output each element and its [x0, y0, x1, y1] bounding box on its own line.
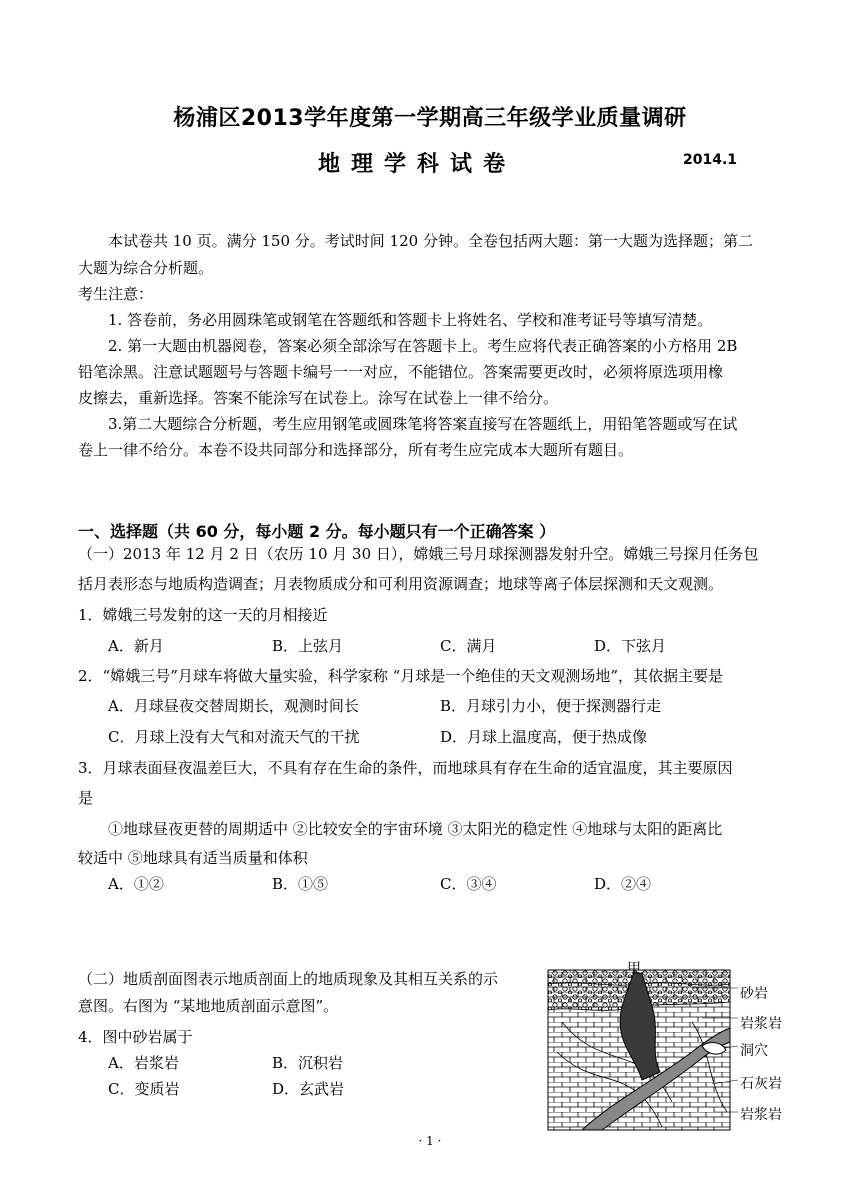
question-2-stem: 2．“嫦娥三号”月球车将做大量实验，科学家称 “月球是一个绝佳的天文观测场地”，其依据主要是: [78, 667, 723, 685]
figure-label-limestone: 石灰岩: [740, 1076, 782, 1092]
notice-label: 考生注意：: [78, 285, 154, 303]
group-2-line-1: （二）地质剖面图表示地质剖面上的地质现象及其相互关系的示: [78, 970, 499, 988]
question-4-option-c: C．变质岩: [108, 1080, 180, 1098]
question-3-items-line-1: ①地球昼夜更替的周期适中 ②比较安全的宇宙环境 ③太阳光的稳定性 ④地球与太阳的距离比: [108, 820, 723, 838]
question-3-stem-line-2: 是: [78, 789, 94, 807]
notice-3-line-2: 卷上一律不给分。本卷不设共同部分和选择部分，所有考生应完成本大题所有题目。: [78, 441, 634, 459]
group-1-line-1: （一）2013 年 12 月 2 日（农历 10 月 30 日），嫦娥三号月球探测器发射升空。嫦娥三号探月任务包: [78, 545, 759, 563]
question-2-option-c: C．月球上没有大气和对流天气的干扰: [108, 728, 360, 746]
question-3-option-b: B．①⑤: [272, 875, 329, 893]
question-1-option-a: A．新月: [108, 637, 164, 655]
notice-2-line-3: 皮擦去，重新选择。答案不能涂写在试卷上。涂写在试卷上一律不给分。: [78, 389, 559, 407]
question-1-stem: 1．嫦娥三号发射的这一天的月相接近: [78, 606, 328, 624]
question-4-option-a: A．岩浆岩: [108, 1054, 179, 1072]
question-3-items-line-2: 较适中 ⑤地球具有适当质量和体积: [78, 849, 308, 867]
question-4-option-d: D．玄武岩: [272, 1080, 345, 1098]
page-number: · 1 ·: [418, 1134, 442, 1148]
question-1-option-c: C．满月: [440, 637, 497, 655]
figure-label-jia: 甲: [627, 961, 641, 977]
group-1-line-2: 括月表形态与地质构造调查；月表物质成分和可利用资源调查；地球等离子体层探测和天文观测。: [78, 575, 724, 593]
question-3-stem-line-1: 3．月球表面昼夜温差巨大，不具有存在生命的条件，而地球具有存在生命的适宜温度，其主要原因: [78, 759, 733, 777]
question-4-stem: 4．图中砂岩属于: [78, 1028, 193, 1046]
question-2-option-a: A．月球昼夜交替周期长，观测时间长: [108, 697, 359, 715]
question-4-option-b: B．沉积岩: [272, 1054, 344, 1072]
geologic-section-figure: [542, 962, 742, 1132]
notice-2-line-1: 2. 第一大题由机器阅卷，答案必须全部涂写在答题卡上。考生应将代表正确答案的小方格用 2B: [108, 337, 738, 355]
figure-label-magma-rock-1: 岩浆岩: [740, 1016, 782, 1032]
question-1-option-d: D．下弦月: [594, 637, 667, 655]
figure-label-magma-rock-2: 岩浆岩: [740, 1107, 782, 1123]
exam-subtitle: 地理学科试卷: [318, 152, 517, 177]
exam-date: 2014.1: [683, 152, 738, 168]
question-2-option-d: D．月球上温度高，便于热成像: [440, 728, 648, 746]
intro-line-1: 本试卷共 10 页。满分 150 分。考试时间 120 分钟。全卷包括两大题：第一大题为选择题；第二: [108, 232, 753, 250]
figure-label-sandstone: 砂岩: [740, 986, 768, 1002]
notice-2-line-2: 铅笔涂黑。注意试题题号与答题卡编号一一对应，不能错位。答案需要更改时，必须将原选项用橡: [78, 363, 724, 381]
group-2-line-2: 意图。右图为 “某地地质剖面示意图”。: [78, 997, 339, 1015]
question-3-option-a: A．①②: [108, 875, 164, 893]
question-2-option-b: B．月球引力小，便于探测器行走: [440, 697, 662, 715]
figure-label-cave: 洞穴: [740, 1043, 768, 1059]
question-1-option-b: B．上弦月: [272, 637, 344, 655]
intro-line-2: 大题为综合分析题。: [78, 259, 214, 277]
question-3-option-d: D．②④: [594, 875, 652, 893]
section-heading: 一、选择题（共 60 分，每小题 2 分。每小题只有一个正确答案 ）: [78, 522, 556, 541]
exam-title: 杨浦区2013学年度第一学期高三年级学业质量调研: [173, 106, 687, 131]
notice-1: 1. 答卷前，务必用圆珠笔或钢笔在答题纸和答题卡上将姓名、学校和准考证号等填写清楚。: [108, 311, 713, 329]
question-3-option-c: C．③④: [440, 875, 497, 893]
notice-3-line-1: 3.第二大题综合分析题，考生应用钢笔或圆珠笔将答案直接写在答题纸上，用铅笔答题或写在试: [108, 415, 738, 433]
